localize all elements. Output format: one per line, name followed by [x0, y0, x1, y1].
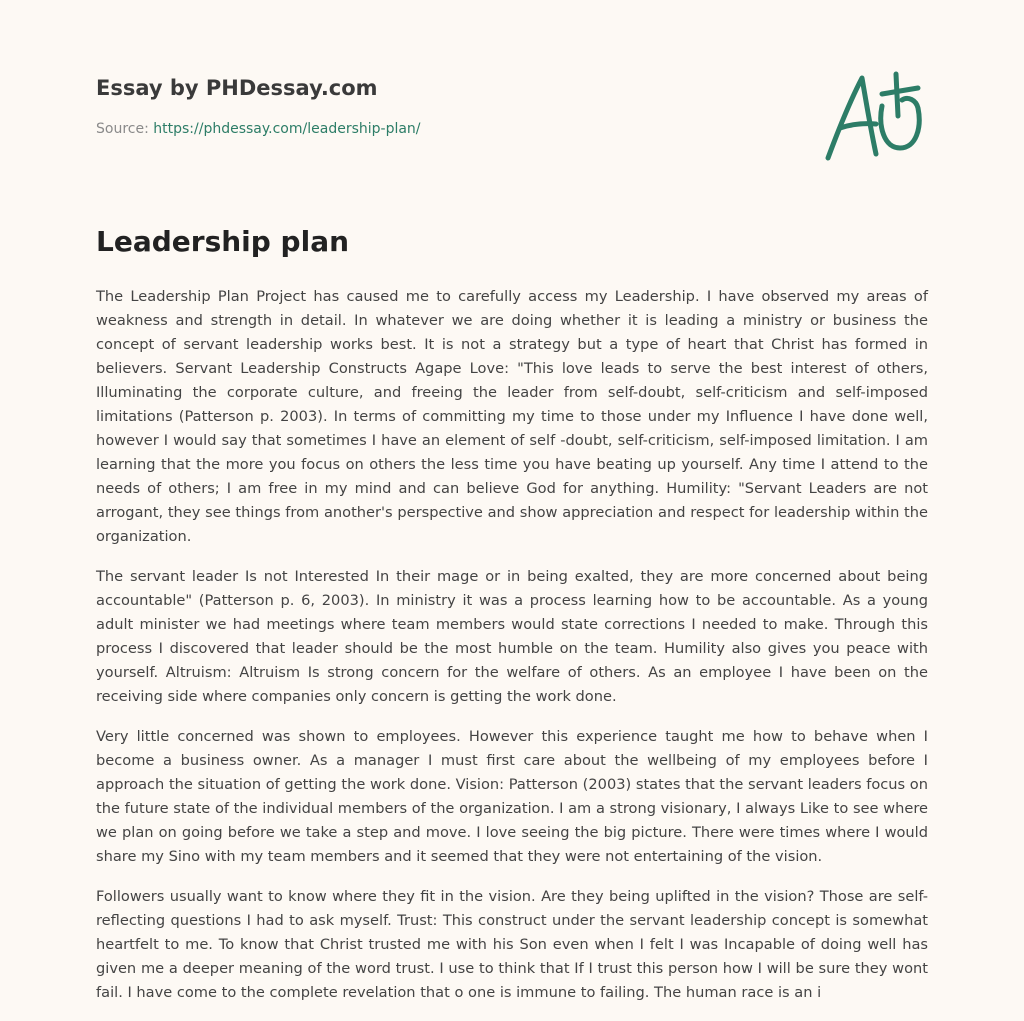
page-header [96, 76, 928, 137]
article-body [96, 285, 928, 1021]
article-paragraph: The Leadership Plan Project has caused me to carefully access my Leadership. I have observed my areas of weakness and strength in detail. In whatever we are doing whether it is leading a ministry or business the concept of servant leadership works best. It is not a strategy but a type of heart that Christ has formed in believers. Servant Leadership Constructs Agape Love: "This love leads to serve the best interest of others, Illuminating the corporate culture, and freeing the leader from self-doubt, self-criticism and self-imposed limitations (Patterson p. 2003). In terms of committing my time to those under my Influence I have done well, however I would say that sometimes I have an element of self -doubt, self-criticism, self-imposed limitation. I am learning that the more you focus on others the less time you have beating up yourself. Any time I attend to the needs of others; I am free in my mind and can believe God for anything. Humility: "Servant Leaders are not arrogant, they see things from another's perspective and show appreciation and respect for leadership within the organization. [96, 288, 928, 545]
source-line [96, 121, 928, 137]
article-title: Leadership plan [96, 225, 350, 258]
source-link[interactable]: https://phdessay.com/leadership-plan/ [153, 121, 421, 137]
article-paragraph: Very little concerned was shown to employees. However this experience taught me how to behave when I become a business owner. As a manager I must first care about the wellbeing of my employees before I approach the situation of getting the work done. Vision: Patterson (2003) states that the servant leaders focus on the future state of the individual members of the organization. I am a strong visionary, I always Like to see where we plan on going before we take a step and move. I love seeing the big picture. There were times where I would share my Sino with my team members and it seemed that they were not entertaining of the vision. [96, 728, 928, 865]
source-label: Source: [96, 121, 154, 137]
a-plus-logo-icon [820, 66, 930, 166]
article-paragraph: Followers usually want to know where they fit in the vision. Are they being uplifted in the vision? Those are self-reflecting questions I had to ask myself. Trust: This construct under the servant leadership concept is somewhat heartfelt to me. To know that Christ trusted me with his Son even when I felt I was Incapable of doing well has given me a deeper meaning of the word trust. I use to think that If I trust this person how I will be sure they wont fail. I have come to the complete revelation that o one is immune to failing. The human race is an i [96, 888, 928, 1001]
article-paragraph: The servant leader Is not Interested In their mage or in being exalted, they are more concerned about being accountable" (Patterson p. 6, 2003). In ministry it was a process learning how to be accountable. As a young adult minister we had meetings where team members would state corrections I needed to make. Through this process I discovered that leader should be the most humble on the team. Humility also gives you peace with yourself. Altruism: Altruism Is strong concern for the welfare of others. As an employee I have been on the receiving side where companies only concern is getting the work done. [96, 568, 928, 705]
site-title: Essay by PHDessay.com [96, 76, 378, 100]
